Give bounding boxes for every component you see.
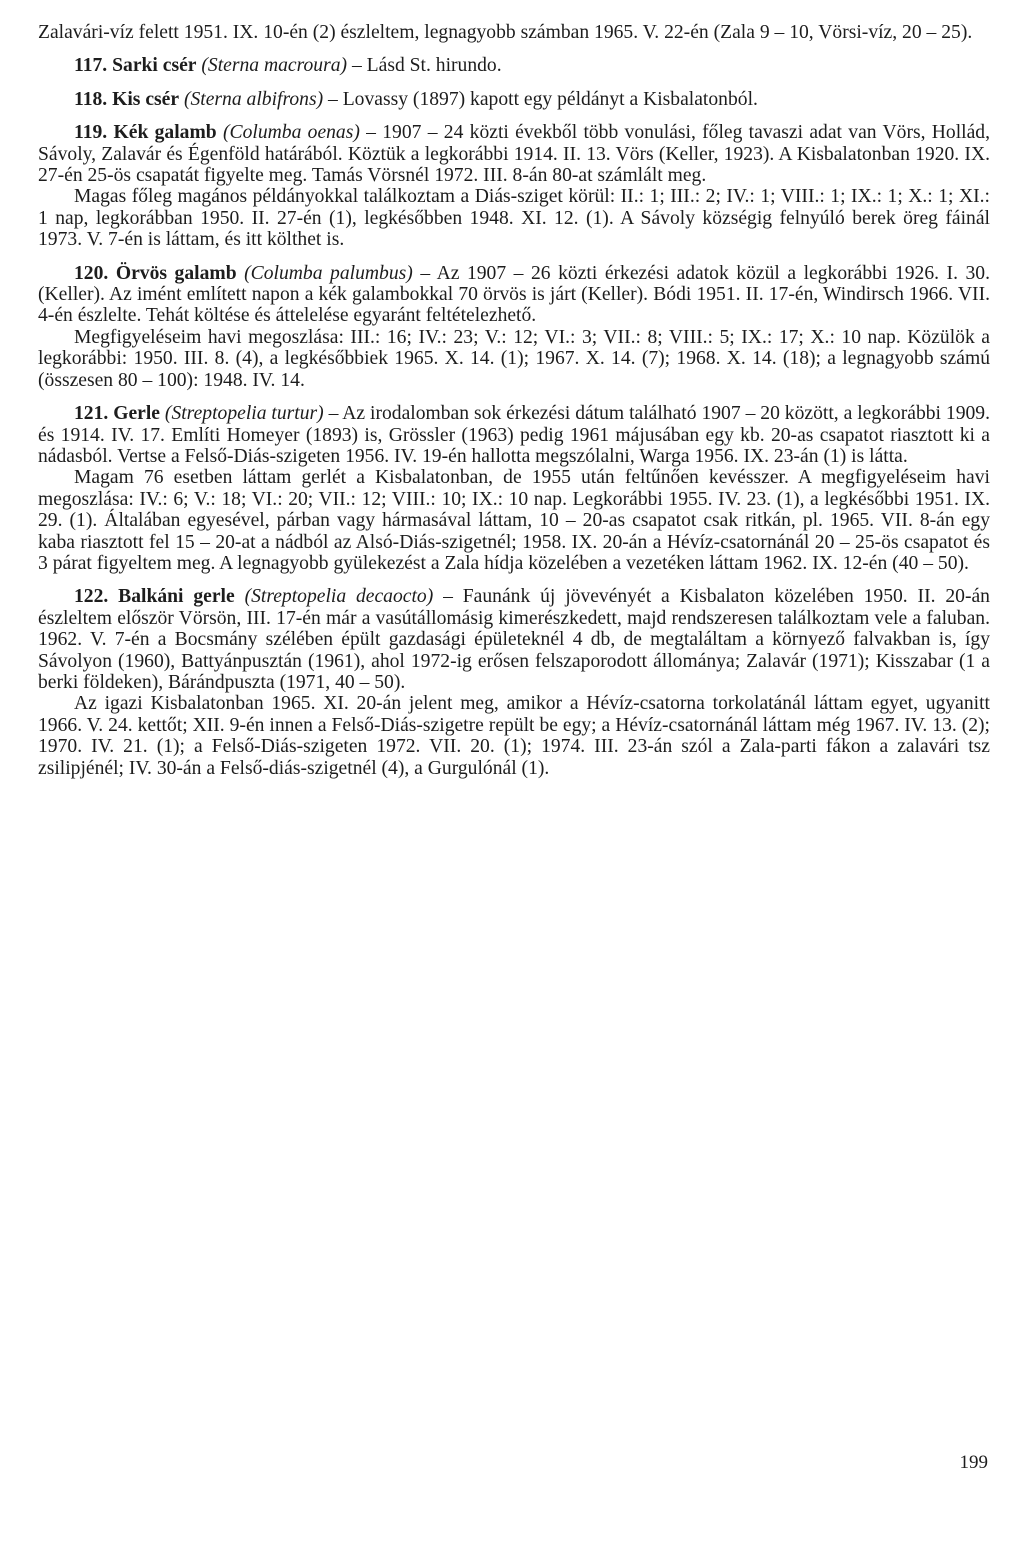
page-number: 199 (959, 1452, 988, 1473)
entry-119 (38, 122, 990, 186)
entry-119-paragraph: Magas főleg magános példányokkal találkoztam a Diás-sziget körül: II.: 1; III.: 2; IV.: 1; VIII.: 1; IX.: 1; X.: 1; XI.: 1 nap, legkorábban 1950. II. 27-én (1), legkésőbben 1948. XI. 12. (1). A Sávoly községig felnyúló berek öreg fáinál 1973. V. 7-én is láttam, és itt költhet is. (38, 186, 990, 251)
entry-121-paragraph: Magam 76 esetben láttam gerlét a Kisbalatonban, de 1955 után feltűnően kevésszer. A megfigyeléseim havi megoszlása: IV.: 6; V.: 18; VI.: 20; VII.: 12; VIII.: 10; IX.: 10 nap. Legkorábbi 1955. IV. 23. (1), a legkésőbbi 1951. IX. 29. (1). Általában egyesével, párban vagy hármasával láttam, 10 – 20-as csapatot csak ritkán, pl. 1965. VII. 8-án egy kaba riasztott fel 15 – 20-at a nádból az Alsó-Diás-szigetnél; 1958. IX. 20-án a Hévíz-csatornánál 20 – 25-ös csapatot és 3 párat figyeltem meg. A legnagyobb gyülekezést a Zala hídja közelében a vezetéken láttam 1962. IX. 12-én (40 – 50). (38, 467, 990, 574)
intro-paragraph: Zalavári-víz felett 1951. IX. 10-én (2) észleltem, legnagyobb számban 1965. V. 22-én (Zala 9 – 10, Vörsi-víz, 20 – 25). (38, 22, 973, 43)
species-name: Kék galamb (113, 122, 217, 144)
entry-text: – 1907 – 24 közti évekből több vonulási, főleg tavaszi adat van Vörs, Hollád, Sávoly, Zalavár és Égenföld határából. Köztük a legkorábbi 1914. II. 13. Vörs (Keller, 1923). A Kisbalatonban 1920. IX. 27-én 25-ös csapatát figyelte meg. Tamás Vörsnél 1972. III. 8-án 80-at számlált meg. (38, 122, 990, 187)
scientific-name: (Streptopelia turtur) (164, 403, 324, 425)
species-name: Örvös galamb (115, 262, 237, 284)
entry-number: 118. (74, 88, 108, 110)
entry-120-paragraph: Megfigyeléseim havi megoszlása: III.: 16; IV.: 23; V.: 12; VI.: 3; VII.: 8; VIII.: 5; IX.: 17; X.: 10 nap. Közülök a legkorábbi: 1950. III. 8. (4), a legkésőbbiek 1965. X. 14. (1); 1967. X. 14. (7); 1968. X. 14. (18); a legnagyobb számú (összesen 80 – 100): 1948. IV. 14. (38, 326, 990, 391)
entry-121 (38, 403, 990, 467)
species-name: Balkáni gerle (118, 586, 235, 608)
entry-number: 120. (74, 262, 109, 284)
entry-122-paragraph: Az igazi Kisbalatonban 1965. XI. 20-án jelent meg, amikor a Hévíz-csatorna torkolatánál láttam egyet, ugyanitt 1966. V. 24. kettőt; XII. 9-én innen a Felső-Diás-szigetre repült be egy; a Hévíz-csatornánál láttam még 1967. IV. 13. (2); 1970. IV. 21. (1); a Felső-Diás-szigeten 1972. VII. 20. (1); 1974. III. 23-án szól a Zala-parti fákon a zalavári tsz zsilipjénél; IV. 30-án a Felső-diás-szigetnél (4), a Gurgulónál (1). (38, 693, 990, 779)
species-name: Sarki csér (112, 55, 197, 77)
entry-text: – Lovassy (1897) kapott egy példányt a Kisbalatonból. (323, 88, 758, 110)
entry-118 (38, 89, 990, 110)
page-text (38, 22, 990, 779)
entry-text: – Faunánk új jövevényét a Kisbalaton közelében 1950. II. 20-án észleltem először Vörsön, III. 17-én már a vasútállomásig kimerészkedett, majd rendszeresen találkoztam vele a faluban. 1962. V. 7-én a Bocsmány szélében épült gazdasági épületeknél 4 db, de megtaláltam a környező falvakban is, így Sávolyon (1960), Battyánpusztán (1961), ahol 1972-ig erősen felszaporodott állománya; Zalavár (1971); Kisszabar (1 a berki földeken), Bárándpuszta (1971, 40 – 50). (38, 586, 990, 693)
scientific-name: (Streptopelia decaocto) (244, 586, 434, 608)
scientific-name: (Columba oenas) (222, 122, 360, 144)
scientific-name: (Columba palumbus) (244, 262, 413, 284)
entry-122 (38, 586, 990, 693)
entry-text: – Az irodalomban sok érkezési dátum található 1907 – 20 között, a legkorábbi 1909. és 1914. IV. 17. Említi Homeyer (1893) is, Grössler (1963) pedig 1961 májusában egy kb. 20-as csapatot riasztott ki a nádasból. Vertse a Felső-Diás-szigeten 1956. IV. 19-én hallotta megszólalni, Warga 1956. IX. 23-án (1) is látta. (38, 403, 990, 467)
scientific-name: (Sterna albifrons) (183, 88, 324, 110)
entry-number: 121. (74, 403, 109, 425)
entry-number: 122. (74, 586, 109, 608)
entry-number: 117. (74, 55, 108, 77)
entry-text: – Lásd St. hirundo. (347, 55, 502, 77)
scientific-name: (Sterna macroura) (201, 55, 348, 77)
species-name: Gerle (113, 403, 160, 425)
species-name: Kis csér (112, 88, 180, 110)
entry-120 (38, 263, 990, 327)
entry-117 (38, 55, 990, 76)
entry-number: 119. (74, 122, 108, 144)
entry-text: – Az 1907 – 26 közti érkezési adatok közül a legkorábbi 1926. I. 30. (Keller). Az imént említett napon a kék galambokkal 70 örvös is járt (Keller). Bódi 1951. II. 17-én, Windirsch 1966. VII. 4-én észlelte. Tehát költése és áttelelése egyaránt feltételezhető. (38, 262, 990, 327)
